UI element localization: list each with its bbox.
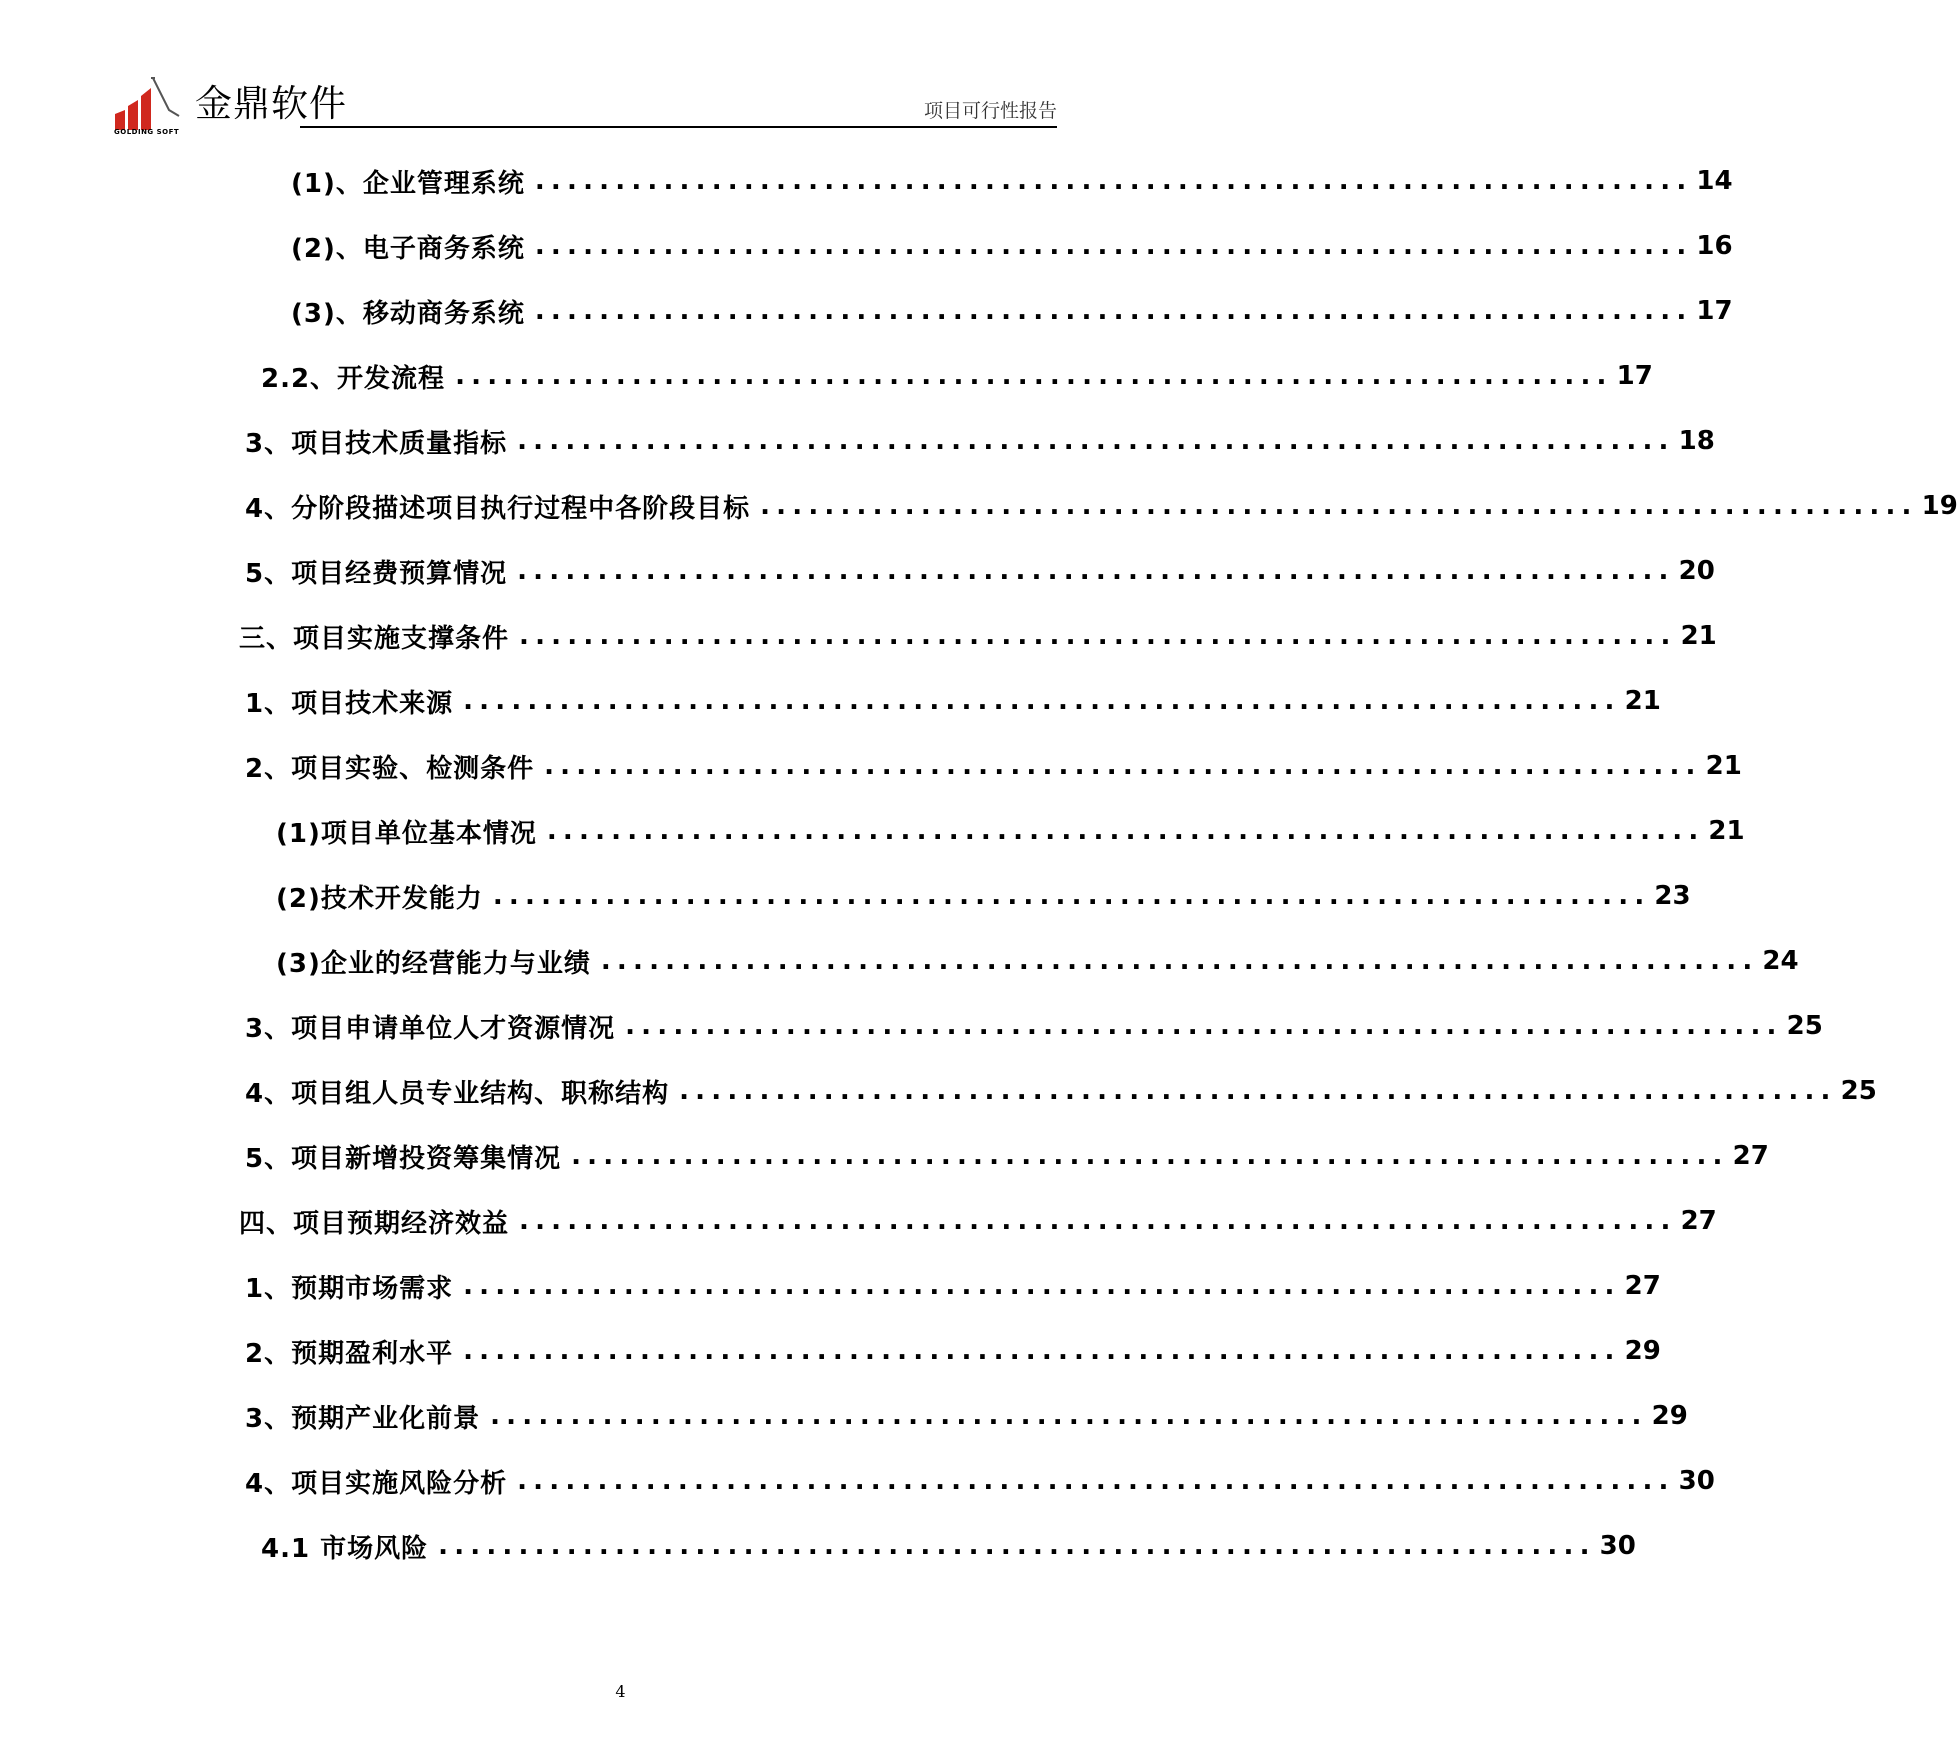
toc-entry-page: 30 <box>1599 1531 1636 1561</box>
toc-entry-label: 2、项目实验、检测条件 <box>245 753 535 784</box>
toc-leader: ........................................................................ <box>546 816 1705 846</box>
toc-leader: ........................................................................ <box>571 1141 1729 1171</box>
toc-entry-label: (2)技术开发能力 <box>276 883 483 914</box>
toc-entry-label: 3、项目申请单位人才资源情况 <box>245 1013 616 1044</box>
toc-leader: ........................................................................ <box>492 881 1651 911</box>
toc-entry-label: 2、预期盈利水平 <box>245 1338 454 1369</box>
toc-entry[interactable] <box>276 877 1691 915</box>
toc-leader: ........................................................................ <box>760 491 1918 521</box>
toc-entry-page: 18 <box>1678 426 1715 456</box>
toc-leader: ........................................................................ <box>490 1401 1648 1431</box>
toc-entry-label: 1、预期市场需求 <box>245 1273 454 1304</box>
brand-name: 金鼎软件 <box>195 82 347 125</box>
golding-logo-icon <box>113 76 185 136</box>
toc-leader: ........................................................................ <box>534 296 1693 326</box>
toc-entry-label: 3、项目技术质量指标 <box>245 428 508 459</box>
toc-entry-page: 14 <box>1696 166 1733 196</box>
toc-entry-page: 16 <box>1696 231 1733 261</box>
toc-entry-label: (3)企业的经营能力与业绩 <box>276 948 591 979</box>
toc-entry-label: (2)、电子商务系统 <box>291 233 525 264</box>
page-number: 4 <box>615 1682 626 1701</box>
toc-entry-label: (1)项目单位基本情况 <box>276 818 537 849</box>
toc-entry[interactable] <box>245 552 1715 590</box>
toc-entry-page: 30 <box>1678 1466 1715 1496</box>
toc-entry[interactable] <box>245 1462 1715 1500</box>
toc-entry-label: 5、项目经费预算情况 <box>245 558 508 589</box>
toc-entry-page: 24 <box>1762 946 1799 976</box>
toc-entry[interactable] <box>245 1267 1661 1305</box>
toc-leader: ........................................................................ <box>517 426 1675 456</box>
toc-entry[interactable] <box>245 1137 1769 1175</box>
toc-entry[interactable] <box>261 357 1653 395</box>
toc-entry-page: 21 <box>1708 816 1745 846</box>
toc-leader: ........................................................................ <box>534 231 1693 261</box>
toc-entry-page: 23 <box>1654 881 1691 911</box>
toc-entry-label: 4.1 市场风险 <box>261 1533 429 1564</box>
toc-leader: ........................................................................ <box>534 166 1693 196</box>
toc-entry-page: 21 <box>1705 751 1742 781</box>
toc-entry-label: (3)、移动商务系统 <box>291 298 525 329</box>
toc-leader: ........................................................................ <box>438 1531 1596 1561</box>
toc-entry-page: 29 <box>1651 1401 1688 1431</box>
header-rule <box>300 126 1057 128</box>
toc-entry-page: 21 <box>1680 621 1717 651</box>
toc-entry[interactable] <box>239 617 1717 655</box>
toc-entry[interactable] <box>276 942 1799 980</box>
toc-entry[interactable] <box>245 1332 1661 1370</box>
toc-leader: ........................................................................ <box>625 1011 1783 1041</box>
toc-entry-page: 20 <box>1678 556 1715 586</box>
toc-entry-page: 17 <box>1616 361 1653 391</box>
toc-entry-label: 5、项目新增投资筹集情况 <box>245 1143 562 1174</box>
toc-leader: ........................................................................ <box>600 946 1759 976</box>
toc-leader: ........................................................................ <box>517 556 1675 586</box>
toc-entry-page: 17 <box>1696 296 1733 326</box>
toc-entry-label: (1)、企业管理系统 <box>291 168 525 199</box>
toc-entry[interactable] <box>245 1072 1877 1110</box>
toc-entry-label: 四、项目预期经济效益 <box>239 1208 510 1239</box>
toc-leader: ........................................................................ <box>517 1466 1675 1496</box>
toc-entry-page: 27 <box>1732 1141 1769 1171</box>
toc-leader: ........................................................................ <box>519 1206 1677 1236</box>
toc-entry-page: 29 <box>1624 1336 1661 1366</box>
toc-entry[interactable] <box>291 227 1733 265</box>
toc-entry-label: 三、项目实施支撑条件 <box>239 623 510 654</box>
toc-entry[interactable] <box>291 162 1733 200</box>
toc-entry[interactable] <box>245 1007 1823 1045</box>
toc-leader: ........................................................................ <box>463 1271 1621 1301</box>
toc-leader: ........................................................................ <box>463 686 1621 716</box>
toc-entry-label: 2.2、开发流程 <box>261 363 446 394</box>
toc-entry-label: 4、项目组人员专业结构、职称结构 <box>245 1078 670 1109</box>
toc-entry-page: 25 <box>1786 1011 1823 1041</box>
toc-entry[interactable] <box>291 292 1733 330</box>
toc-entry-page: 27 <box>1680 1206 1717 1236</box>
toc-leader: ........................................................................ <box>519 621 1677 651</box>
toc-leader: ........................................................................ <box>544 751 1702 781</box>
toc-entry-page: 25 <box>1840 1076 1877 1106</box>
toc-entry-page: 19 <box>1921 491 1958 521</box>
toc-entry[interactable] <box>245 1397 1688 1435</box>
toc-entry[interactable] <box>245 422 1715 460</box>
toc-leader: ........................................................................ <box>455 361 1613 391</box>
toc-leader: ........................................................................ <box>463 1336 1621 1366</box>
toc-entry[interactable] <box>245 487 1958 525</box>
toc-entry-label: 3、预期产业化前景 <box>245 1403 481 1434</box>
toc-entry[interactable] <box>245 747 1742 785</box>
toc-leader: ........................................................................ <box>679 1076 1837 1106</box>
toc-entry[interactable] <box>276 812 1745 850</box>
toc-entry[interactable] <box>245 682 1661 720</box>
toc-entry-label: 1、项目技术来源 <box>245 688 454 719</box>
toc-entry-page: 21 <box>1624 686 1661 716</box>
toc-entry[interactable] <box>239 1202 1717 1240</box>
toc-entry-label: 4、项目实施风险分析 <box>245 1468 508 1499</box>
document-title: 项目可行性报告 <box>923 100 1057 122</box>
toc-entry-page: 27 <box>1624 1271 1661 1301</box>
toc-entry[interactable] <box>261 1527 1636 1565</box>
toc-entry-label: 4、分阶段描述项目执行过程中各阶段目标 <box>245 493 751 524</box>
brand-sub-label: GOLDING SOFT <box>114 128 180 136</box>
page-header <box>0 0 1241 140</box>
